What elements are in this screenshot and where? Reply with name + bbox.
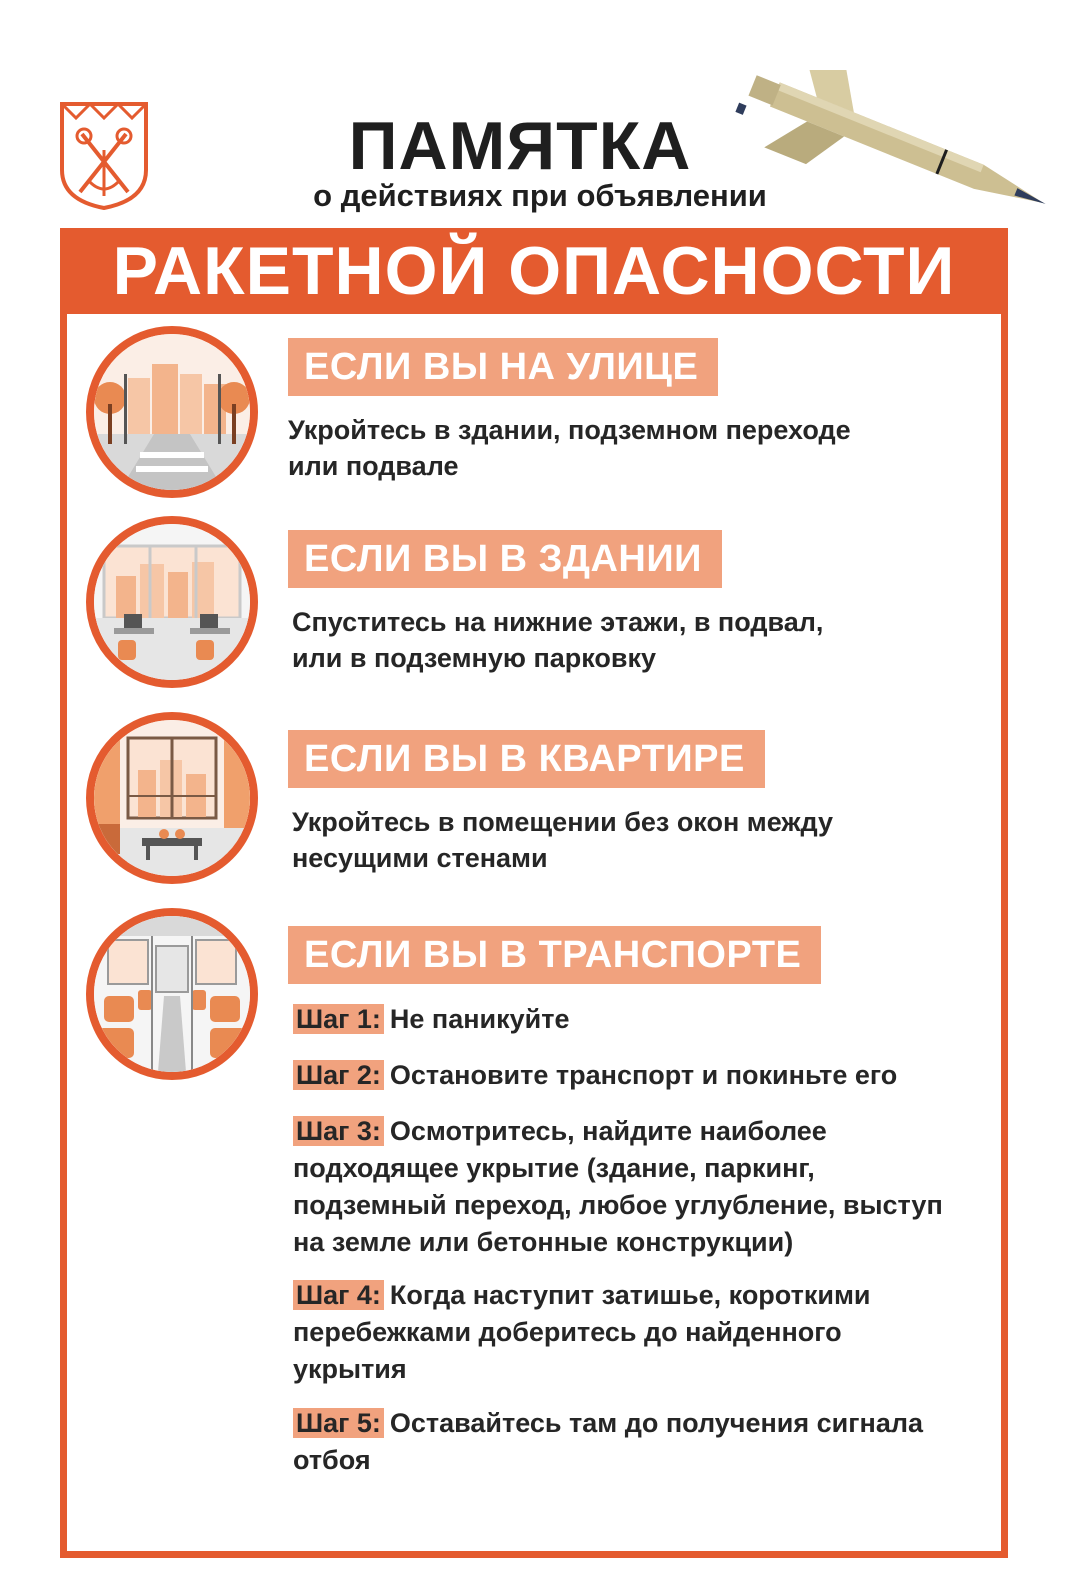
step-text: Оставайтесь там до получения сигнала bbox=[389, 1408, 924, 1438]
section-text-line: несущими стенами bbox=[292, 843, 548, 873]
step-item bbox=[293, 1001, 983, 1038]
office-scene-icon bbox=[86, 516, 258, 688]
section-text-line: Спуститесь на нижние этажи, в подвал, bbox=[292, 607, 824, 637]
missile-icon bbox=[735, 70, 1065, 220]
apartment-scene-icon bbox=[86, 712, 258, 884]
section-text-line: или в подземную парковку bbox=[292, 643, 657, 673]
step-text: Не паникуйте bbox=[389, 1004, 570, 1034]
section-heading-street: ЕСЛИ ВЫ НА УЛИЦЕ bbox=[288, 338, 718, 396]
step-label: Шаг 2: bbox=[293, 1060, 384, 1090]
step-item bbox=[293, 1113, 983, 1261]
step-text: подземный переход, любое углубление, выступ bbox=[293, 1190, 943, 1220]
step-text: Когда наступит затишье, короткими bbox=[389, 1280, 871, 1310]
step-label: Шаг 4: bbox=[293, 1280, 384, 1310]
step-text: Осмотритесь, найдите наиболее bbox=[389, 1116, 827, 1146]
page-title: ПАМЯТКА bbox=[348, 108, 692, 184]
section-text-line: Укройтесь в помещении без окон между bbox=[292, 807, 834, 837]
section-text-line: или подвале bbox=[288, 451, 459, 481]
step-text: перебежками доберитесь до найденного bbox=[293, 1317, 842, 1347]
bus-interior-icon bbox=[86, 908, 258, 1080]
section-text-line: Укройтесь в здании, подземном переходе bbox=[288, 415, 851, 445]
step-item bbox=[293, 1405, 983, 1479]
section-heading-transport: ЕСЛИ ВЫ В ТРАНСПОРТЕ bbox=[288, 926, 821, 984]
page-subtitle: о действиях при объявлении bbox=[313, 178, 767, 213]
title-banner: РАКЕТНОЙ ОПАСНОСТИ bbox=[60, 228, 1008, 314]
section-text-street bbox=[288, 412, 851, 484]
step-item bbox=[293, 1277, 983, 1388]
section-heading-apartment: ЕСЛИ ВЫ В КВАРТИРЕ bbox=[288, 730, 765, 788]
section-text-apartment bbox=[292, 804, 833, 876]
step-text: подходящее укрытие (здание, паркинг, bbox=[293, 1153, 815, 1183]
step-item bbox=[293, 1057, 983, 1094]
section-heading-building: ЕСЛИ ВЫ В ЗДАНИИ bbox=[288, 530, 722, 588]
step-label: Шаг 5: bbox=[293, 1408, 384, 1438]
coat-of-arms-icon bbox=[58, 100, 150, 210]
step-label: Шаг 1: bbox=[293, 1004, 384, 1034]
section-text-building bbox=[292, 604, 823, 676]
street-scene-icon bbox=[86, 326, 258, 498]
step-text: отбоя bbox=[293, 1445, 371, 1475]
step-text: Остановите транспорт и покиньте его bbox=[389, 1060, 898, 1090]
step-text: на земле или бетонные конструкции) bbox=[293, 1227, 794, 1257]
step-label: Шаг 3: bbox=[293, 1116, 384, 1146]
step-text: укрытия bbox=[293, 1354, 407, 1384]
